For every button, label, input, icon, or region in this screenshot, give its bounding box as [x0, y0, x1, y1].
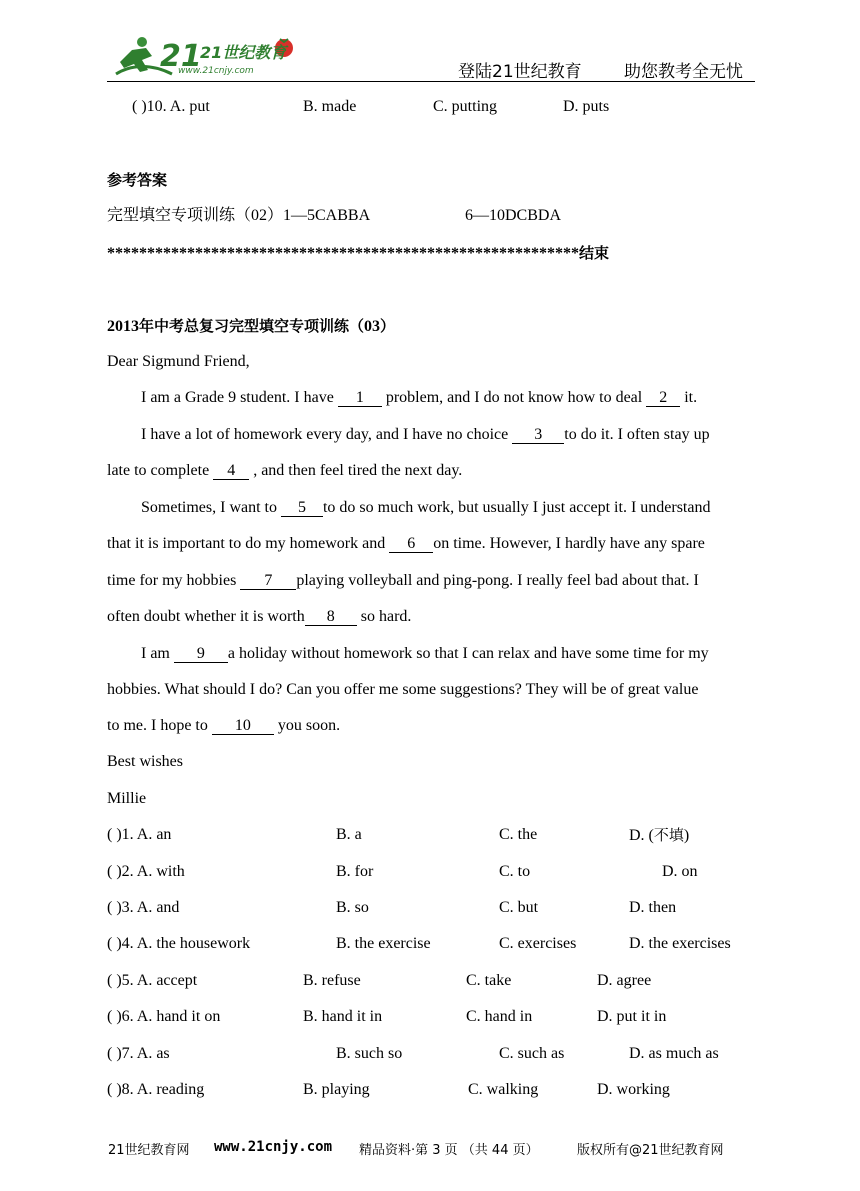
question-6-c: C. hand in — [466, 1008, 533, 1025]
question-8-c: C. walking — [468, 1081, 539, 1098]
text: a holiday without homework so that I can relax and have some time for my — [227, 645, 709, 662]
blank-8: 8 — [305, 608, 357, 626]
text: to do so much work, but usually I just accept it. I understand — [322, 499, 711, 516]
question-3-c: C. but — [499, 899, 539, 916]
blank-1: 1 — [338, 389, 382, 407]
question-7-num: ( )7. A. as — [107, 1045, 170, 1062]
prev-question-num: ( )10. A. put — [132, 98, 210, 115]
text: so hard. — [356, 608, 412, 625]
text: often doubt whether it is worth — [107, 608, 305, 625]
answers-text: 完型填空专项训练（02）1—5CABBA — [107, 207, 371, 224]
text: 不填 — [653, 826, 684, 844]
paragraph-3-line-1 — [141, 498, 710, 518]
text: problem, and I do not know how to deal — [381, 389, 647, 406]
prev-question-b: B. made — [303, 98, 357, 115]
question-8-d: D. working — [597, 1081, 670, 1098]
question-1-d — [629, 825, 689, 846]
text: it. — [680, 389, 698, 406]
paragraph-4-line-1 — [141, 644, 709, 664]
blank-2: 2 — [646, 389, 680, 407]
header-slogan: 助您教考全无忧 — [624, 62, 743, 82]
header-login-text: 登陆21世纪教育 — [458, 62, 582, 82]
section-title — [107, 316, 395, 337]
text: I am — [141, 645, 174, 662]
letter-signature: Millie — [107, 790, 147, 807]
text: ) — [683, 827, 690, 844]
footer-copyright: 版权所有@21世纪教育网 — [577, 1143, 724, 1158]
question-8-b: B. playing — [303, 1081, 370, 1098]
paragraph-3-line-2 — [107, 534, 705, 554]
logo-text: 21世纪教育 — [200, 43, 287, 62]
answers-line — [107, 206, 370, 226]
question-6-num: ( )6. A. hand it on — [107, 1008, 221, 1025]
question-1-b: B. a — [336, 826, 362, 843]
question-6-d: D. put it in — [597, 1008, 667, 1025]
text: , and then feel tired the next day. — [249, 462, 463, 479]
question-8-num: ( )8. A. reading — [107, 1081, 205, 1098]
letter-salutation: Dear Sigmund Friend, — [107, 353, 250, 370]
header-rule — [107, 81, 755, 82]
question-1-c: C. the — [499, 826, 538, 843]
text: Sometimes, I want to — [141, 499, 281, 516]
blank-4: 4 — [213, 462, 249, 480]
question-7-b: B. such so — [336, 1045, 403, 1062]
question-2-num: ( )2. A. with — [107, 863, 185, 880]
blank-3: 3 — [512, 426, 564, 444]
paragraph-3-line-4 — [107, 607, 411, 627]
question-7-c: C. such as — [499, 1045, 565, 1062]
blank-10: 10 — [212, 717, 274, 735]
question-2-b: B. for — [336, 863, 374, 880]
section-title-close: ） — [380, 317, 396, 335]
text: time for my hobbies — [107, 572, 241, 589]
blank-9: 9 — [174, 645, 228, 663]
end-word: 结束 — [579, 244, 610, 262]
blank-5: 5 — [281, 499, 323, 517]
text: to me. I hope to — [107, 717, 212, 734]
text: that it is important to do my homework and — [107, 535, 390, 552]
paragraph-4-line-2: hobbies. What should I do? Can you offer me some suggestions? They will be of great value — [107, 681, 699, 698]
site-logo — [112, 34, 312, 82]
blank-6: 6 — [389, 535, 433, 553]
paragraph-1-line-1 — [141, 388, 697, 408]
question-2-d: D. on — [662, 863, 698, 880]
text: I am a Grade 9 student. I have — [141, 389, 338, 406]
section-title-text: 年中考总复习完型填空专项训练（ — [139, 317, 365, 335]
paragraph-3-line-3 — [107, 571, 699, 591]
footer-url[interactable] — [214, 1139, 332, 1155]
footer-page-info: 精品资料·第 3 页 （共 44 页） — [359, 1143, 539, 1158]
text: I have a lot of homework every day, and I have no choice — [141, 426, 513, 443]
question-7-d: D. as much as — [629, 1045, 719, 1062]
question-5-num: ( )5. A. accept — [107, 972, 198, 989]
paragraph-4-line-3 — [107, 716, 340, 736]
end-stars: *********************************************************** — [107, 245, 579, 262]
question-5-b: B. refuse — [303, 972, 361, 989]
footer-site-name: 21世纪教育网 — [108, 1143, 190, 1158]
question-4-c: C. exercises — [499, 935, 577, 952]
text: to do it. I often stay up — [564, 426, 710, 443]
question-5-d: D. agree — [597, 972, 652, 989]
paragraph-2-line-2 — [107, 461, 462, 481]
text: D. ( — [629, 827, 654, 844]
section-title-num: 03 — [364, 318, 381, 335]
logo-url: www.21cnjy.com — [178, 66, 254, 76]
footer-url-text[interactable]: www.21cnjy.com — [214, 1139, 333, 1155]
prev-question-c: C. putting — [433, 98, 498, 115]
text: you soon. — [273, 717, 341, 734]
question-4-b: B. the exercise — [336, 935, 431, 952]
question-6-b: B. hand it in — [303, 1008, 383, 1025]
question-3-num: ( )3. A. and — [107, 899, 180, 916]
prev-question-d: D. puts — [563, 98, 610, 115]
answers-title: 参考答案 — [107, 171, 168, 189]
question-3-b: B. so — [336, 899, 369, 916]
letter-closing: Best wishes — [107, 753, 183, 770]
question-4-num: ( )4. A. the housework — [107, 935, 251, 952]
section-title-year: 2013 — [107, 318, 139, 335]
question-3-d: D. then — [629, 899, 677, 916]
end-marker — [107, 243, 609, 264]
text: on time. However, I hardly have any spare — [433, 535, 705, 552]
question-1-num: ( )1. A. an — [107, 826, 172, 843]
answers-line-2: 6—10DCBDA — [465, 207, 562, 224]
svg-text:21: 21 — [160, 39, 202, 74]
question-2-c: C. to — [499, 863, 531, 880]
question-4-d: D. the exercises — [629, 935, 731, 952]
question-5-c: C. take — [466, 972, 512, 989]
text: playing volleyball and ping-pong. I really feel bad about that. I — [296, 572, 699, 589]
blank-7: 7 — [240, 572, 296, 590]
paragraph-2-line-1 — [141, 425, 710, 445]
text: late to complete — [107, 462, 214, 479]
